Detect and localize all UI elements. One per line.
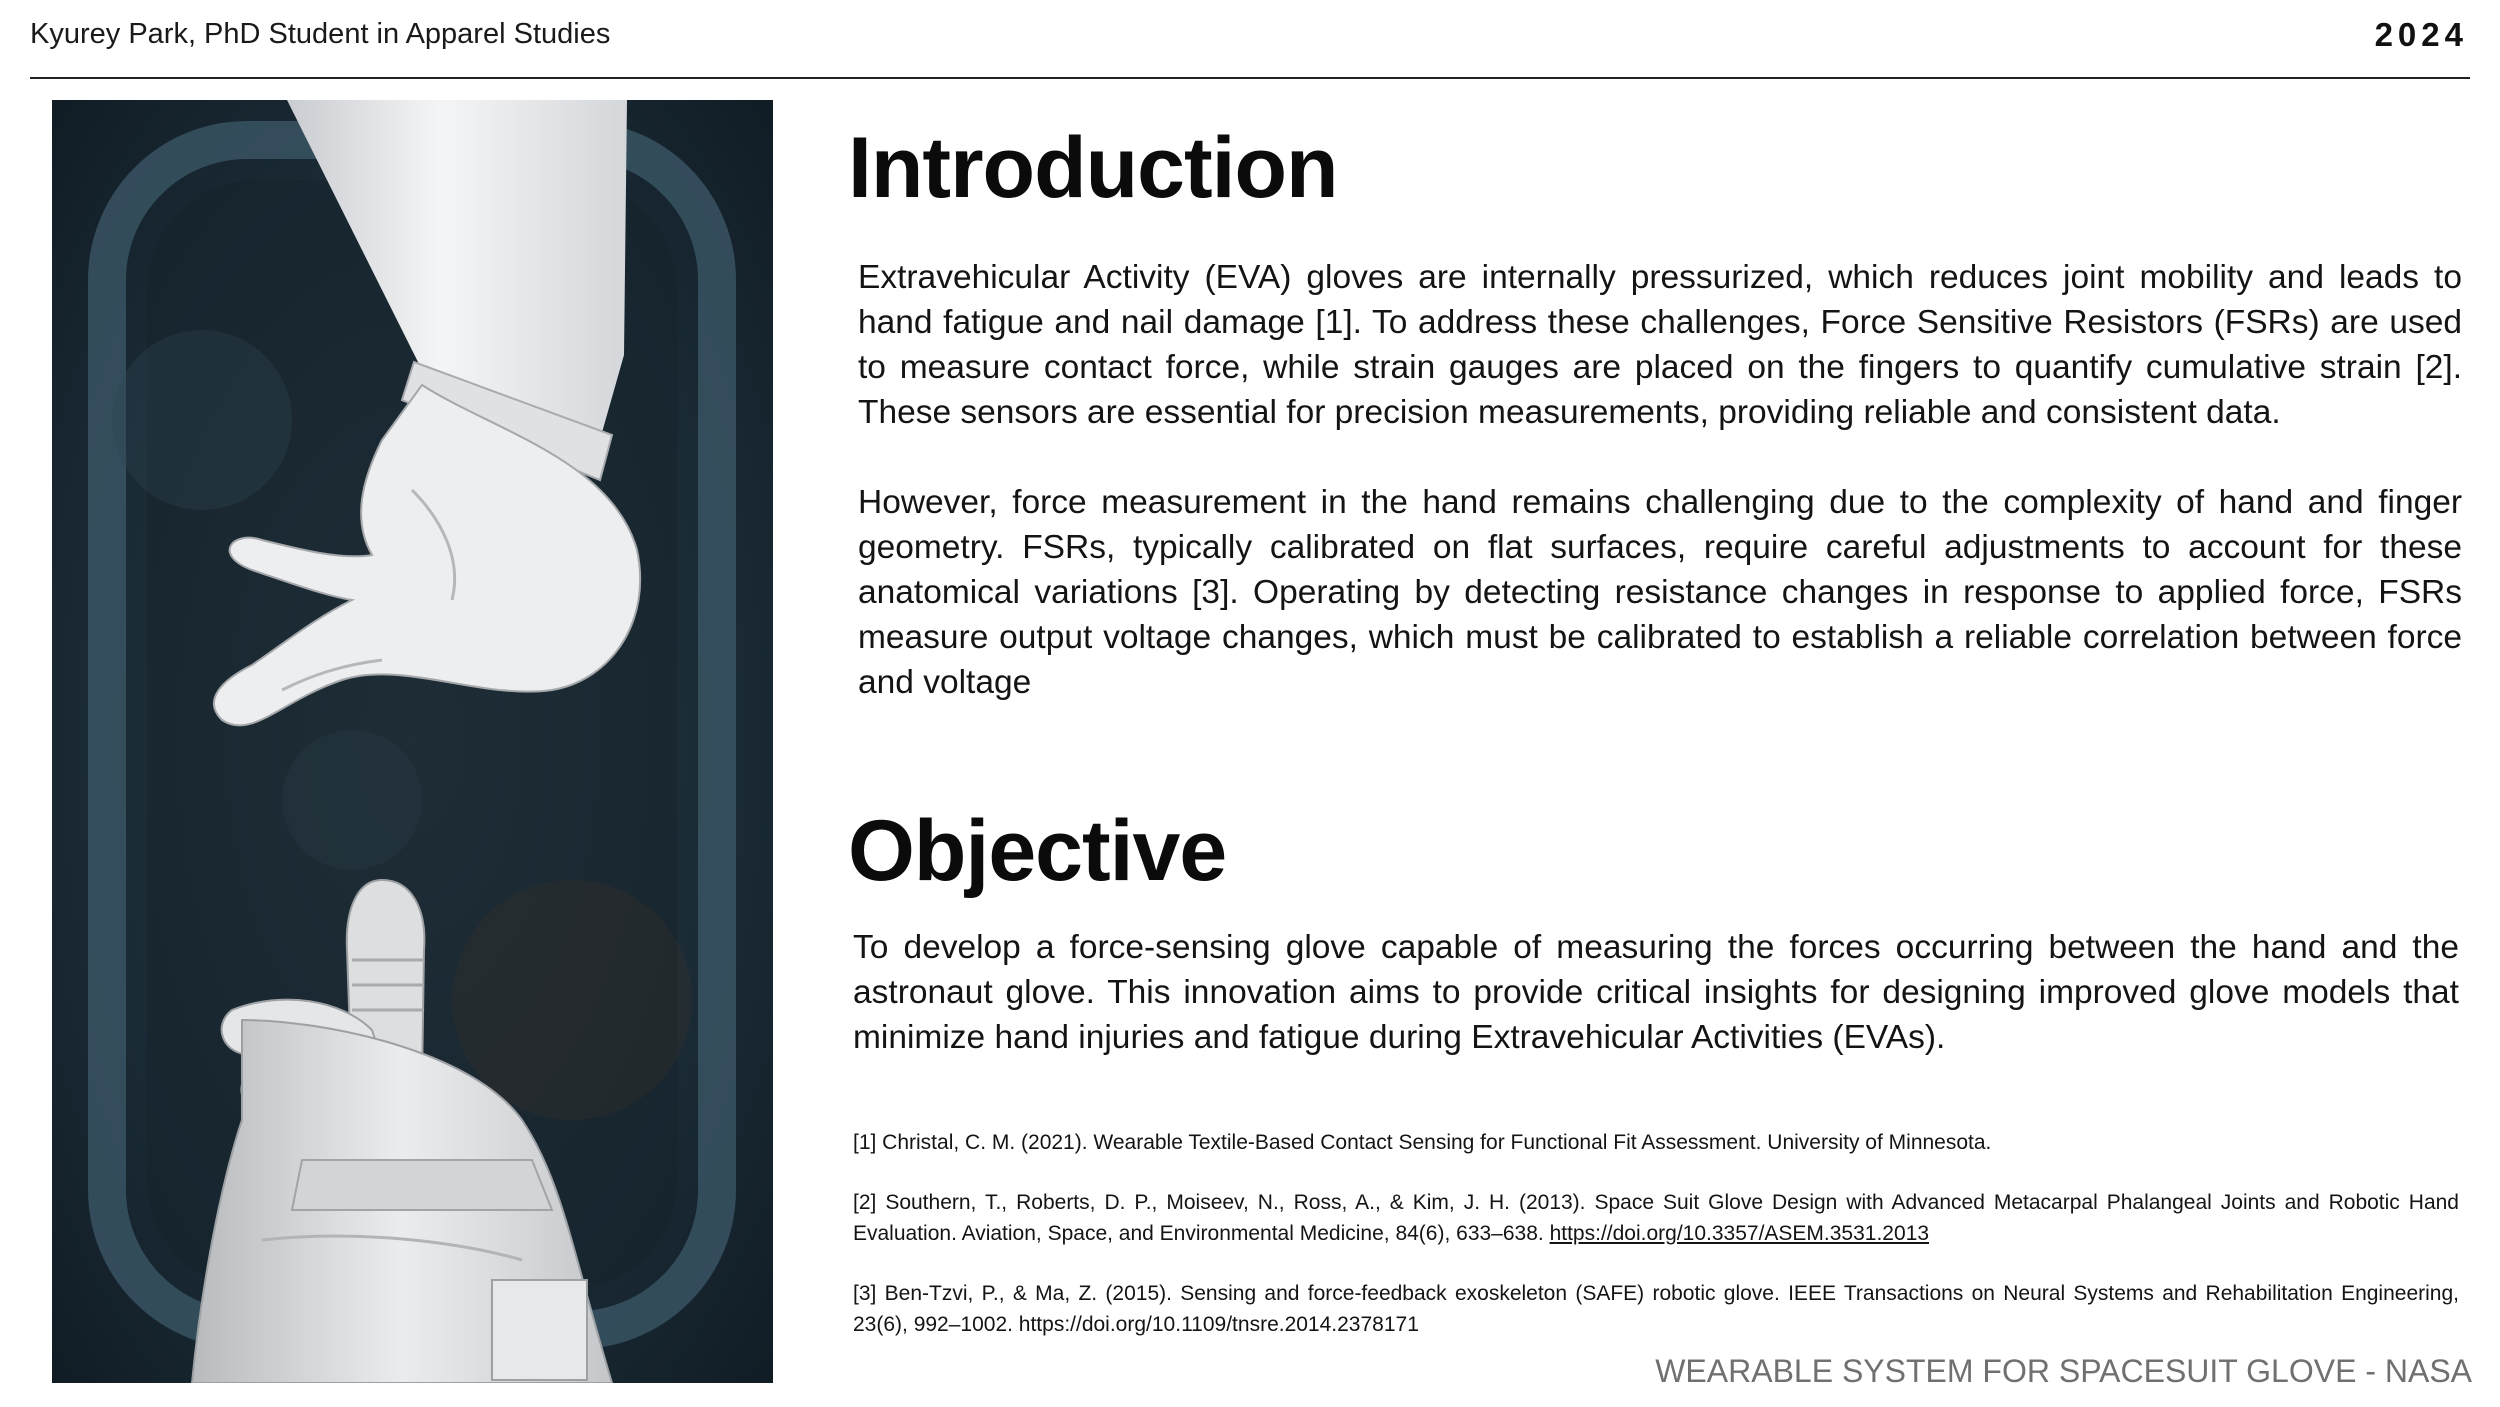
objective-heading: Objective <box>848 803 1227 899</box>
footer-title: WEARABLE SYSTEM FOR SPACESUIT GLOVE - NASA <box>1655 1353 2472 1389</box>
reference-3: [3] Ben-Tzvi, P., & Ma, Z. (2015). Sensing and force-feedback exoskeleton (SAFE) robotic glove. IEEE Transactions on Neural Systems and Rehabilitation Engineering, 23(6), 992–1002. https://doi.org/10.1109/tnsre.2014.2378171 <box>853 1282 2459 1336</box>
spacesuit-gloves-photo <box>52 100 773 1383</box>
reference-2-text: [2] Southern, T., Roberts, D. P., Moiseev, N., Ross, A., & Kim, J. H. (2013). Space Suit Glove Design with Advanced Metacarpal Phalangeal Joints and Robotic Hand Evaluation. Aviation, Space, and Environmental Medicine, 84(6), 633–638. <box>853 1191 2459 1245</box>
introduction-paragraph-2: However, force measurement in the hand remains challenging due to the complexity of hand and finger geometry. FSRs, typically calibrated on flat surfaces, require careful adjustments to account for these anatomical variations [3]. Operating by detecting resistance changes in response to applied force, FSRs measure output voltage changes, which must be calibrated to establish a reliable correlation between force and voltage <box>858 484 2462 701</box>
year-label: 2024 <box>2374 16 2468 53</box>
reference-1: [1] Christal, C. M. (2021). Wearable Textile-Based Contact Sensing for Functional Fit Assessment. University of Minnesota. <box>853 1131 1992 1154</box>
objective-paragraph: To develop a force-sensing glove capable of measuring the forces occurring between the hand and the astronaut glove. This innovation aims to provide critical insights for designing improved glove models that minimize hand injuries and fatigue during Extravehicular Activities (EVAs). <box>853 929 2459 1056</box>
reference-2 <box>853 1187 2459 1249</box>
header-divider <box>30 77 2470 79</box>
author-line: Kyurey Park, PhD Student in Apparel Studies <box>30 18 611 50</box>
reference-2-doi-link[interactable]: https://doi.org/10.3357/ASEM.3531.2013 <box>1549 1222 1930 1245</box>
introduction-heading: Introduction <box>848 120 1338 216</box>
introduction-paragraph-1: Extravehicular Activity (EVA) gloves are internally pressurized, which reduces joint mobility and leads to hand fatigue and nail damage [1]. To address these challenges, Force Sensitive Resistors (FSRs) are used to measure contact force, while strain gauges are placed on the fingers to quantify cumulative strain [2]. These sensors are essential for precision measurements, providing reliable and consistent data. <box>858 259 2462 431</box>
